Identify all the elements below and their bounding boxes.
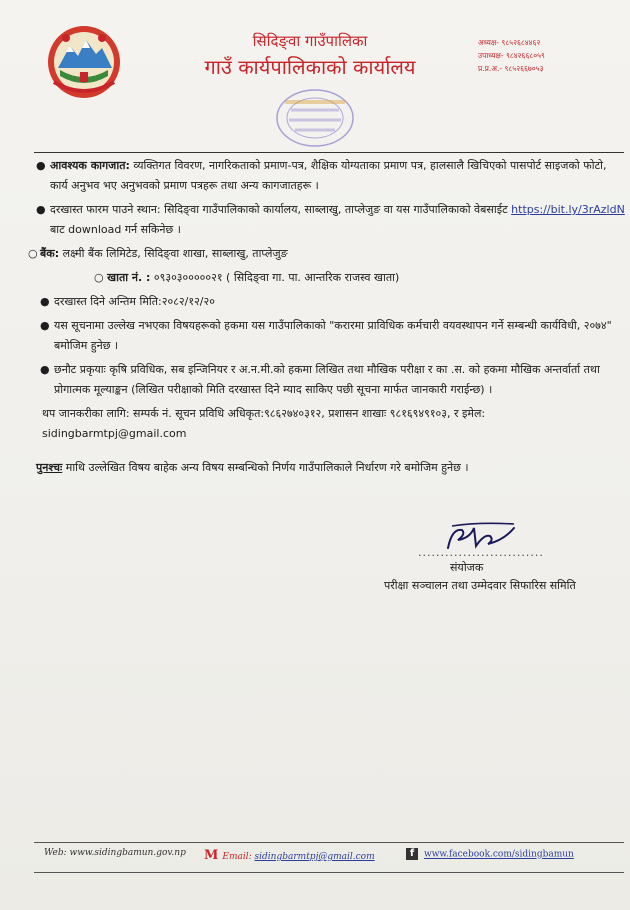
postscript-text: माथि उल्लेखित विषय बाहेक अन्य विषय सम्बन्धिको निर्णय गाउँपालिकाले निर्धारण गरे बमोजिम हुनेछ ।: [62, 461, 469, 474]
office-stamp-icon: [255, 88, 375, 154]
contact-numbers: [478, 36, 545, 75]
postscript: [36, 458, 626, 478]
hollow-bullet-icon: ○: [28, 247, 38, 260]
bank-info: [28, 244, 626, 264]
bullet-icon: ●: [36, 159, 46, 172]
required-documents-text: व्यक्तिगत विवरण, नागरिकताको प्रमाण-पत्र, शैक्षिक योग्यताका प्रमाण पत्र, हालसालै खिचिएको पासपोर्ट साइजको फोटो, कार्य अनुभव भए अनुभवको प्रमाण पत्रहरू तथा अन्य कागजातहरू ।: [50, 159, 607, 192]
procedure-rule: [40, 316, 626, 356]
facebook-icon: f: [406, 848, 418, 860]
hollow-bullet-icon: ○: [94, 271, 104, 284]
footer-divider-top: [34, 842, 624, 843]
office-name: सिदिङ्वा गाउँपालिका: [252, 32, 368, 50]
signature-line: ............................: [418, 546, 544, 559]
letterhead-divider: [34, 152, 624, 153]
account-text: ०९३०३०००००२१ ( सिदिङ्वा गा. पा. आन्तरिक राजस्व खाता): [150, 271, 400, 284]
selection-process: [40, 360, 626, 400]
bullet-icon: ●: [40, 363, 50, 376]
form-location: [36, 200, 626, 240]
office-title: गाउँ कार्यपालिकाको कार्यालय: [204, 55, 416, 79]
account-label: खाता नं. :: [107, 271, 151, 284]
signature-committee: परीक्षा सञ्चालन तथा उम्मेदवार सिफारिस समिति: [384, 579, 576, 592]
footer-email-link[interactable]: sidingbarmtpj@gmail.com: [254, 852, 375, 862]
footer-divider-bottom: [34, 872, 624, 873]
deadline-text: दरखास्त दिने अन्तिम मिति:२०८२/१२/२०: [54, 295, 215, 308]
footer-website-text: Web: www.sidingbamun.gov.np: [44, 848, 186, 858]
bank-text: लक्ष्मी बैंक लिमिटेड, सिदिङ्वा शाखा, साब्लाखु, ताप्लेजुङ: [59, 247, 288, 260]
contact-info-text: थप जानकरीका लागि: सम्पर्क नं. सूचन प्रविधि अधिकृत:९८६२७४०३१२, प्रशासन शाखाः ९८१६९४९१०३, र इमेल: sidingbarmtpj@gmail.com: [42, 407, 486, 440]
form-location-tail: बाट download गर्न सकिनेछ ।: [50, 223, 181, 236]
notice-body: [28, 156, 626, 482]
bullet-icon: ●: [40, 295, 50, 308]
footer-website[interactable]: [44, 848, 186, 858]
contact-cao: प्र.प्र.अ.- ९८५२६६७०५३: [478, 64, 544, 73]
mail-icon: M: [204, 848, 219, 863]
deadline: [40, 292, 626, 312]
contact-info: [36, 404, 626, 444]
bank-label: बैंक:: [40, 247, 60, 260]
footer-facebook-link[interactable]: www.facebook.com/sidingbamun: [424, 849, 574, 860]
letterhead-title-block: [180, 32, 440, 80]
form-location-text: दरखास्त फारम पाउने स्थान: सिदिङ्वा गाउँपालिकाको कार्यालय, साब्लाखु, ताप्लेजुङ वा यस गाउँपालिकाको वेबसाईट: [50, 203, 508, 216]
footer-email[interactable]: [204, 848, 375, 863]
required-documents-label: आवश्यक कागजात:: [50, 159, 130, 172]
footer-email-label: Email:: [222, 852, 252, 862]
signature-title: संयोजक: [450, 561, 484, 574]
account-info: [36, 268, 626, 288]
bullet-icon: ●: [36, 203, 46, 216]
contact-vice-chair: उपाध्यक्ष- ९८४२६६८०५९: [478, 51, 545, 60]
footer-facebook[interactable]: [406, 848, 574, 860]
download-link[interactable]: https://bit.ly/3rAzldN: [511, 203, 625, 216]
procedure-rule-text: यस सूचनामा उल्लेख नभएका विषयहरूको हकमा यस गाउँपालिकाको "करारमा प्राविधिक कर्मचारी वयवस्थापन गर्ने सम्बन्धी कार्यविधी, २०७४" बमोजिम हुनेछ ।: [54, 319, 612, 352]
bullet-icon: ●: [40, 319, 50, 332]
postscript-label: पुनश्चः: [36, 461, 63, 474]
required-documents: [36, 156, 626, 196]
selection-process-text: छनौट प्रकृयाः कृषि प्रविधिक, सब इन्जिनियर र अ.न.मी.को हकमा लिखित तथा मौखिक परीक्षा र का .स. को हकमा मौखिक अन्तर्वार्ता तथा प्रोगात्मक मूल्याङ्कन (लिखित परीक्षाको मिति दरखास्त दिने म्याद साकिए पछी सूचना मार्फत जानकारी गराईन्छ) ।: [54, 363, 600, 396]
nepal-emblem-icon: [44, 22, 124, 100]
contact-chair: अध्यक्ष- ९८५२६८४४६२: [478, 38, 541, 47]
